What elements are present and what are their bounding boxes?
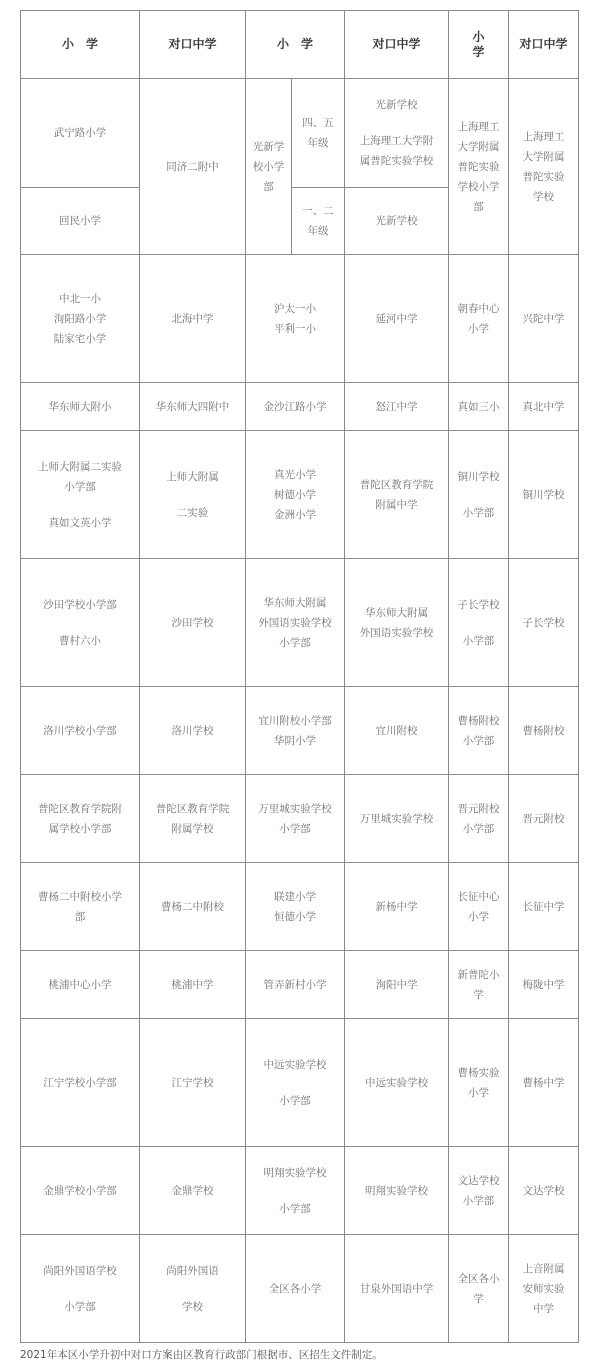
primary-cell: 尚阳外国语学校 小学部 xyxy=(21,1235,140,1343)
primary-cell: 上海理工 大学附属 普陀实验 学校小学 部 xyxy=(449,79,509,255)
middle-cell: 洛川学校 xyxy=(140,687,246,775)
grade-cell: 一、二 年级 xyxy=(292,188,345,255)
middle-cell: 桃浦中学 xyxy=(140,951,246,1019)
primary-cell: 万里城实验学校 小学部 xyxy=(246,775,345,863)
header-primary-2: 小 学 xyxy=(246,11,345,79)
primary-cell: 文达学校 小学部 xyxy=(449,1147,509,1235)
primary-cell: 沙田学校小学部 曹村六小 xyxy=(21,559,140,687)
table-row xyxy=(21,863,579,951)
primary-cell: 全区各小学 xyxy=(246,1235,345,1343)
table-row xyxy=(21,1235,579,1343)
primary-cell: 中远实验学校 小学部 xyxy=(246,1019,345,1147)
header-row xyxy=(21,11,579,79)
primary-cell: 金沙江路小学 xyxy=(246,383,345,431)
primary-cell: 铜川学校 小学部 xyxy=(449,431,509,559)
middle-cell: 万里城实验学校 xyxy=(345,775,449,863)
middle-cell: 曹杨附校 xyxy=(509,687,579,775)
primary-cell: 桃浦中心小学 xyxy=(21,951,140,1019)
middle-cell: 光新学校 上海理工大学附 属普陀实验学校 xyxy=(345,79,449,188)
header-middle-2: 对口中学 xyxy=(345,11,449,79)
middle-cell: 铜川学校 xyxy=(509,431,579,559)
table-row xyxy=(21,255,579,383)
table-row xyxy=(21,559,579,687)
grade-cell: 四、五 年级 xyxy=(292,79,345,188)
primary-cell: 联建小学 恒德小学 xyxy=(246,863,345,951)
middle-cell: 华东师大附属 外国语实验学校 xyxy=(345,559,449,687)
middle-cell: 普陀区教育学院 附属中学 xyxy=(345,431,449,559)
primary-cell: 朝春中心 小学 xyxy=(449,255,509,383)
middle-cell: 兴陀中学 xyxy=(509,255,579,383)
table-row xyxy=(21,687,579,775)
header-primary-3: 小 学 xyxy=(449,11,509,79)
middle-cell: 上海理工 大学附属 普陀实验 学校 xyxy=(509,79,579,255)
table-row xyxy=(21,775,579,863)
middle-cell: 宜川附校 xyxy=(345,687,449,775)
header-primary-1: 小 学 xyxy=(21,11,140,79)
middle-cell: 延河中学 xyxy=(345,255,449,383)
table-row xyxy=(21,79,579,188)
header-middle-1: 对口中学 xyxy=(140,11,246,79)
middle-cell: 文达学校 xyxy=(509,1147,579,1235)
primary-cell: 曹杨二中附校小学 部 xyxy=(21,863,140,951)
table-row xyxy=(21,1147,579,1235)
primary-cell: 宜川附校小学部 华阴小学 xyxy=(246,687,345,775)
primary-cell: 长征中心 小学 xyxy=(449,863,509,951)
middle-cell: 普陀区教育学院 附属学校 xyxy=(140,775,246,863)
middle-cell: 中远实验学校 xyxy=(345,1019,449,1147)
middle-cell: 梅陇中学 xyxy=(509,951,579,1019)
middle-cell: 沙田学校 xyxy=(140,559,246,687)
primary-cell: 光新学 校小学 部 xyxy=(246,79,292,255)
middle-cell: 曹杨二中附校 xyxy=(140,863,246,951)
primary-cell: 华东师大附属 外国语实验学校 小学部 xyxy=(246,559,345,687)
primary-cell: 洛川学校小学部 xyxy=(21,687,140,775)
primary-cell: 江宁学校小学部 xyxy=(21,1019,140,1147)
table-row xyxy=(21,1019,579,1147)
middle-cell: 金鼎学校 xyxy=(140,1147,246,1235)
middle-cell: 光新学校 xyxy=(345,188,449,255)
primary-cell: 真如三小 xyxy=(449,383,509,431)
middle-cell: 曹杨中学 xyxy=(509,1019,579,1147)
table-row xyxy=(21,951,579,1019)
primary-cell: 管弄新村小学 xyxy=(246,951,345,1019)
primary-cell: 子长学校 小学部 xyxy=(449,559,509,687)
primary-cell: 新普陀小 学 xyxy=(449,951,509,1019)
primary-cell: 回民小学 xyxy=(21,188,140,255)
footnote: 2021年本区小学升初中对口方案由区教育行政部门根据市、区招生文件制定。 xyxy=(20,1349,383,1361)
primary-cell: 华东师大附小 xyxy=(21,383,140,431)
middle-cell: 真北中学 xyxy=(509,383,579,431)
middle-cell: 北海中学 xyxy=(140,255,246,383)
middle-cell: 怒江中学 xyxy=(345,383,449,431)
primary-cell: 沪太一小 平利一小 xyxy=(246,255,345,383)
middle-cell: 尚阳外国语 学校 xyxy=(140,1235,246,1343)
primary-cell: 金鼎学校小学部 xyxy=(21,1147,140,1235)
middle-cell: 明翔实验学校 xyxy=(345,1147,449,1235)
middle-cell: 新杨中学 xyxy=(345,863,449,951)
header-middle-3: 对口中学 xyxy=(509,11,579,79)
table-row xyxy=(21,383,579,431)
primary-cell: 曹杨实验 小学 xyxy=(449,1019,509,1147)
primary-cell: 武宁路小学 xyxy=(21,79,140,188)
primary-cell: 曹杨附校 小学部 xyxy=(449,687,509,775)
middle-cell: 长征中学 xyxy=(509,863,579,951)
school-mapping-table xyxy=(20,10,579,1343)
primary-cell: 晋元附校 小学部 xyxy=(449,775,509,863)
primary-cell: 普陀区教育学院附 属学校小学部 xyxy=(21,775,140,863)
middle-cell: 上音附属 安师实验 中学 xyxy=(509,1235,579,1343)
middle-cell: 江宁学校 xyxy=(140,1019,246,1147)
middle-cell: 华东师大四附中 xyxy=(140,383,246,431)
primary-cell: 全区各小 学 xyxy=(449,1235,509,1343)
primary-cell: 明翔实验学校 小学部 xyxy=(246,1147,345,1235)
middle-cell: 洵阳中学 xyxy=(345,951,449,1019)
middle-cell: 上师大附属 二实验 xyxy=(140,431,246,559)
middle-cell: 甘泉外国语中学 xyxy=(345,1235,449,1343)
primary-cell: 中北一小 洵阳路小学 陆家宅小学 xyxy=(21,255,140,383)
primary-cell: 真光小学 树德小学 金洲小学 xyxy=(246,431,345,559)
table-row xyxy=(21,431,579,559)
middle-cell: 同济二附中 xyxy=(140,79,246,255)
middle-cell: 晋元附校 xyxy=(509,775,579,863)
primary-cell: 上师大附属二实验 小学部 真如文英小学 xyxy=(21,431,140,559)
middle-cell: 子长学校 xyxy=(509,559,579,687)
